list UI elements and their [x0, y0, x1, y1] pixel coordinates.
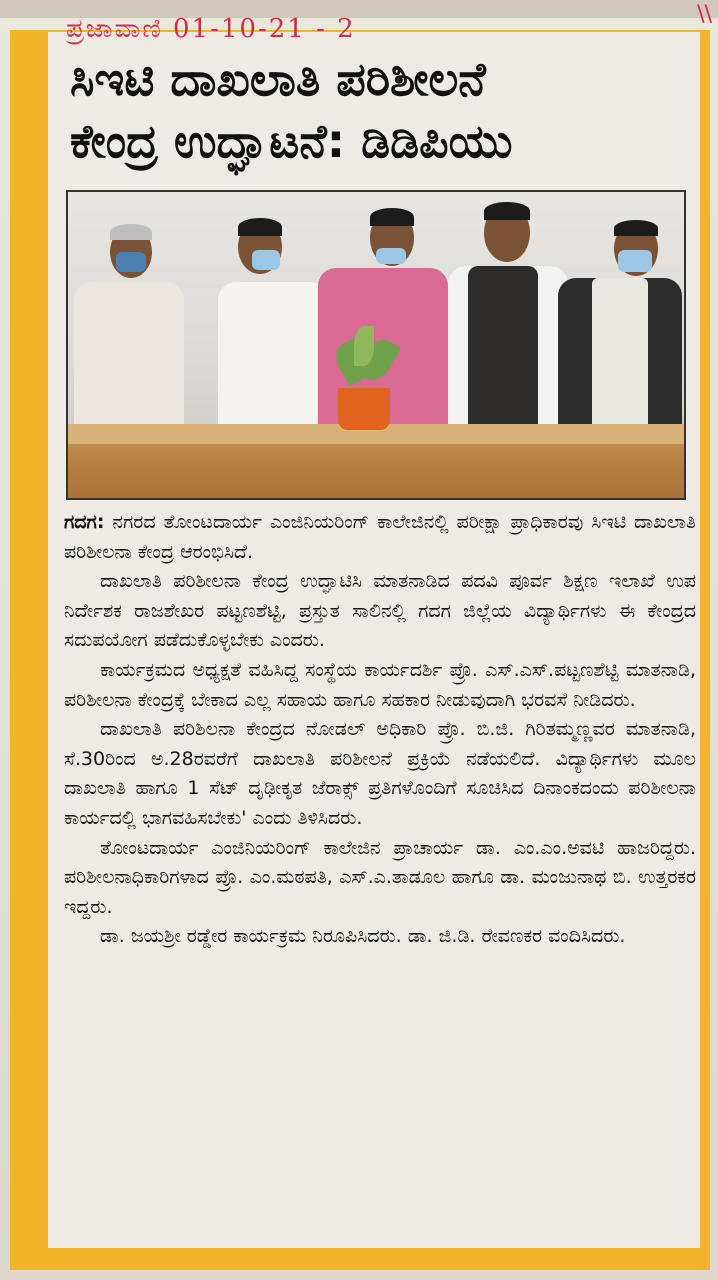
news-photo	[66, 190, 686, 500]
plant-leaf	[354, 326, 374, 366]
plant-pot	[338, 388, 390, 430]
table-front	[68, 444, 684, 500]
article-paragraph-2: ದಾಖಲಾತಿ ಪರಿಶೀಲನಾ ಕೇಂದ್ರ ಉದ್ಘಾಟಿಸಿ ಮಾತನಾಡಿದ ಪದವಿ ಪೂರ್ವ ಶಿಕ್ಷಣ ಇಲಾಖೆ ಉಪ ನಿರ್ದೇಶಕ ರಾಜಶೇಖರ ಪಟ್ಟಣಶೆಟ್ಟಿ, ಪ್ರಸ್ತುತ ಸಾಲಿನಲ್ಲಿ ಗದಗ ಜಿಲ್ಲೆಯ ವಿದ್ಯಾರ್ಥಿಗಳು ಈ ಕೇಂದ್ರದ ಸದುಪಯೋಗ ಪಡೆದುಕೊಳ್ಳಬೇಕು ಎಂದರು.	[64, 570, 696, 652]
article-body	[64, 508, 696, 952]
headline	[70, 48, 690, 172]
person-1	[74, 212, 184, 442]
handwritten-note: ಪ್ರಜಾವಾಣಿ 01-10-21 - 2	[66, 14, 356, 44]
person-2	[208, 212, 328, 442]
article-paragraph-4: ದಾಖಲಾತಿ ಪರಿಶಿಲನಾ ಕೇಂದ್ರದ ನೋಡಲ್ ಅಧಿಕಾರಿ ಪ್ರೊ. ಬಿ.ಜಿ. ಗಿರಿತಮ್ಮಣ್ಣವರ ಮಾತನಾಡಿ, ಸೆ.30ರಿಂದ ಅ.28ರವರೆಗೆ ದಾಖಲಾತಿ ಪರಿಶೀಲನೆ ಪ್ರಕ್ರಿಯೆ ನಡೆಯಲಿದೆ. ವಿದ್ಯಾರ್ಥಿಗಳು ಮೂಲ ದಾಖಲಾತಿ ಹಾಗೂ 1 ಸೆಟ್ ದೃಢೀಕೃತ ಜೆರಾಕ್ಸ್ ಪ್ರತಿಗಳೊಂದಿಗೆ ಸೂಚಿಸಿದ ದಿನಾಂಕದಂದು ಪರಿಶೀಲನಾ ಕಾರ್ಯದಲ್ಲಿ ಭಾಗವಹಿಸಬೇಕು' ಎಂದು ತಿಳಿಸಿದರು.	[64, 718, 696, 829]
headline-line-2: ಕೇಂದ್ರ ಉದ್ಘಾಟನೆ: ಡಿಡಿಪಿಯು	[70, 114, 513, 168]
dateline: ಗದಗ:	[64, 511, 105, 533]
person-4	[448, 200, 568, 440]
headline-line-1: ಸಿಇಟಿ ದಾಖಲಾತಿ ಪರಿಶೀಲನೆ	[70, 52, 486, 106]
person-5	[558, 216, 682, 446]
article-paragraph-3: ಕಾರ್ಯಕ್ರಮದ ಅಧ್ಯಕ್ಷತೆ ವಹಿಸಿದ್ದ ಸಂಸ್ಥೆಯ ಕಾರ್ಯದರ್ಶಿ ಪ್ರೊ. ಎಸ್.ಎಸ್.ಪಟ್ಟಣಶೆಟ್ಟಿ ಮಾತನಾಡಿ, ಪರಿಶೀಲನಾ ಕೇಂದ್ರಕ್ಕೆ ಬೇಕಾದ ಎಲ್ಲ ಸಹಾಯ ಹಾಗೂ ಸಹಕಾರ ನೀಡುವುದಾಗಿ ಭರವಸೆ ನೀಡಿದರು.	[64, 658, 696, 711]
paragraph-text: ನಗರದ ತೋಂಟದಾರ್ಯ ಎಂಜಿನಿಯರಿಂಗ್ ಕಾಲೇಜಿನಲ್ಲಿ ಪರೀಕ್ಷಾ ಪ್ರಾಧಿಕಾರವು ಸಿಇಟಿ ದಾಖಲಾತಿ ಪರಿಶೀಲನಾ ಕೇಂದ್ರ ಆರಂಭಿಸಿದೆ.	[64, 511, 696, 563]
article-paragraph-5: ತೋಂಟದಾರ್ಯ ಎಂಜಿನಿಯರಿಂಗ್ ಕಾಲೇಜಿನ ಪ್ರಾಚಾರ್ಯ ಡಾ. ಎಂ.ಎಂ.ಅವಟಿ ಹಾಜರಿದ್ದರು. ಪರಿಶೀಲನಾಧಿಕಾರಿಗಳಾದ ಪ್ರೊ. ಎಂ.ಮಠಪತಿ, ಎಸ್.ಎ.ತಾಡೂಲ ಹಾಗೂ ಡಾ. ಮಂಜುನಾಥ ಬಿ. ಉತ್ತರಕರ ಇದ್ದರು.	[64, 836, 696, 918]
article-paragraph-6: ಡಾ. ಜಯಶ್ರೀ ರಡ್ಡೇರ ಕಾರ್ಯಕ್ರಮ ನಿರೂಪಿಸಿದರು. ಡಾ. ಜಿ.ಡಿ. ರೇವಣಕರ ವಂದಿಸಿದರು.	[100, 925, 626, 948]
red-pen-mark: \\	[697, 2, 712, 27]
article-paragraph-1	[64, 508, 696, 567]
